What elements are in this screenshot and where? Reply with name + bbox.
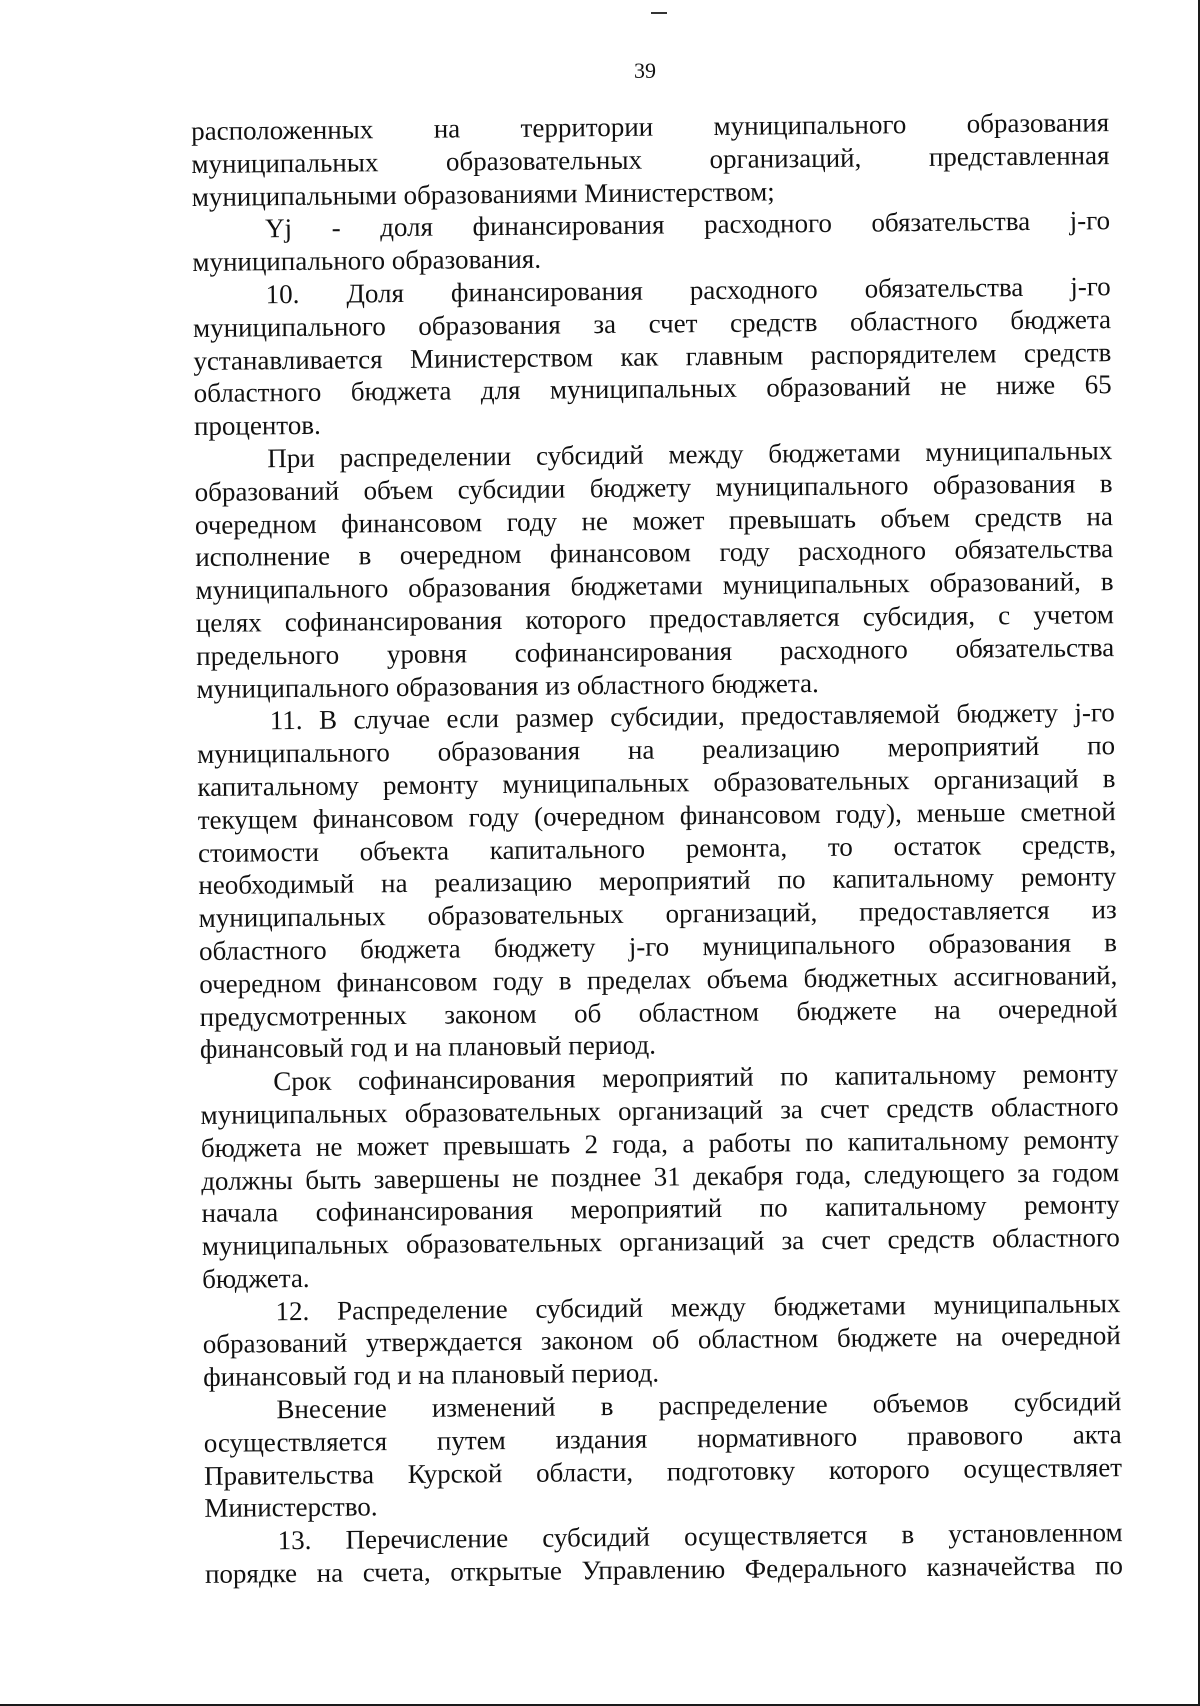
- text-line: Правительства Курской области, подготовку которого осуществляет: [203, 1451, 1123, 1491]
- text-line: муниципальных образовательных организаций, представленная: [191, 139, 1110, 179]
- text-line: муниципального образования из областного бюджета.: [196, 667, 819, 704]
- text-line: должны быть завершены не позднее 31 декабря года, следующего за годом: [201, 1156, 1120, 1196]
- text-line: стоимости объекта капитального ремонта, то остаток средств,: [197, 828, 1117, 868]
- text-line: муниципального образования бюджетами муниципальных образований, в: [195, 566, 1114, 606]
- text-line: муниципальных образовательных организаций, предоставляется из: [198, 894, 1117, 934]
- text-line: текущем финансовом году (очередном финансовом году), меньше сметной: [197, 795, 1116, 835]
- text-line: муниципальных образовательных организаций за счет средств областного: [201, 1222, 1120, 1262]
- text-line: образований объем субсидии бюджету муниципального образования в: [194, 467, 1113, 507]
- text-line: муниципального образования.: [192, 243, 542, 278]
- text-line: начала софинансирования мероприятий по капитальному ремонту: [201, 1189, 1120, 1229]
- text-line: расположенных на территории муниципального образования: [191, 107, 1110, 146]
- text-line: 12. Распределение субсидий между бюджетами муниципальных: [275, 1287, 1121, 1326]
- text-line: 13. Перечисление субсидий осуществляется в установленном: [277, 1517, 1123, 1556]
- text-line: муниципального образования за счет средств областного бюджета: [192, 303, 1112, 343]
- document-body: [191, 106, 1123, 1591]
- text-line: бюджета.: [202, 1262, 310, 1294]
- text-line: Yj - доля финансирования расходного обязательства j-го: [264, 205, 1111, 244]
- text-line: Министерство.: [204, 1491, 378, 1524]
- text-line: очередном финансовом году не может превышать объем средств на: [194, 500, 1114, 540]
- text-line: предусмотренных законом об областном бюджете на очередной: [199, 992, 1118, 1032]
- scan-artifact-mark: [651, 12, 667, 14]
- text-line: очередном финансовом году в пределах объема бюджетных ассигнований,: [199, 959, 1118, 999]
- text-line: целях софинансирования которого предоставляется субсидия, с учетом: [195, 599, 1114, 638]
- text-line: капитальному ремонту муниципальных образовательных организаций в: [197, 763, 1116, 802]
- text-line: финансовый год и на плановый период.: [202, 1357, 660, 1393]
- text-line: При распределении субсидий между бюджетами муниципальных: [267, 435, 1113, 474]
- text-line: финансовый год и на плановый период.: [199, 1029, 657, 1065]
- text-line: муниципальных образовательных организаций за счет средств областного: [200, 1091, 1119, 1130]
- text-line: муниципальными образованиями Министерством;: [191, 175, 775, 212]
- text-line: областного бюджета для муниципальных образований не ниже 65: [193, 369, 1112, 409]
- text-line: Внесение изменений в распределение объемов субсидий: [276, 1386, 1122, 1425]
- text-line: образований утверждается законом об областном бюджете на очередной: [202, 1320, 1121, 1360]
- text-line: устанавливается Министерством как главным распорядителем средств: [193, 336, 1112, 376]
- text-line: областного бюджета бюджету j-го муниципального образования в: [198, 927, 1118, 966]
- text-line: необходимый на реализацию мероприятий по капитальному ремонту: [198, 861, 1117, 901]
- text-line: исполнение в очередном финансовом году расходного обязательства: [195, 533, 1114, 573]
- text-line: процентов.: [193, 409, 321, 442]
- text-line: муниципального образования на реализацию мероприятий по: [196, 730, 1116, 770]
- text-line: Срок софинансирования мероприятий по капитальному ремонту: [273, 1058, 1119, 1097]
- text-line: бюджета не может превышать 2 года, а работы по капитальному ремонту: [200, 1123, 1120, 1163]
- text-line: предельного уровня софинансирования расходного обязательства: [196, 631, 1115, 671]
- text-line: 11. В случае если размер субсидии, предоставляемой бюджету j-го: [269, 697, 1115, 736]
- page-number: 39: [634, 58, 656, 83]
- text-line: осуществляется путем издания нормативного правового акта: [203, 1419, 1122, 1458]
- text-line: 10. Доля финансирования расходного обязательства j-го: [265, 271, 1111, 310]
- text-line: порядке на счета, открытые Управлению Федерального казначейства по: [204, 1550, 1124, 1589]
